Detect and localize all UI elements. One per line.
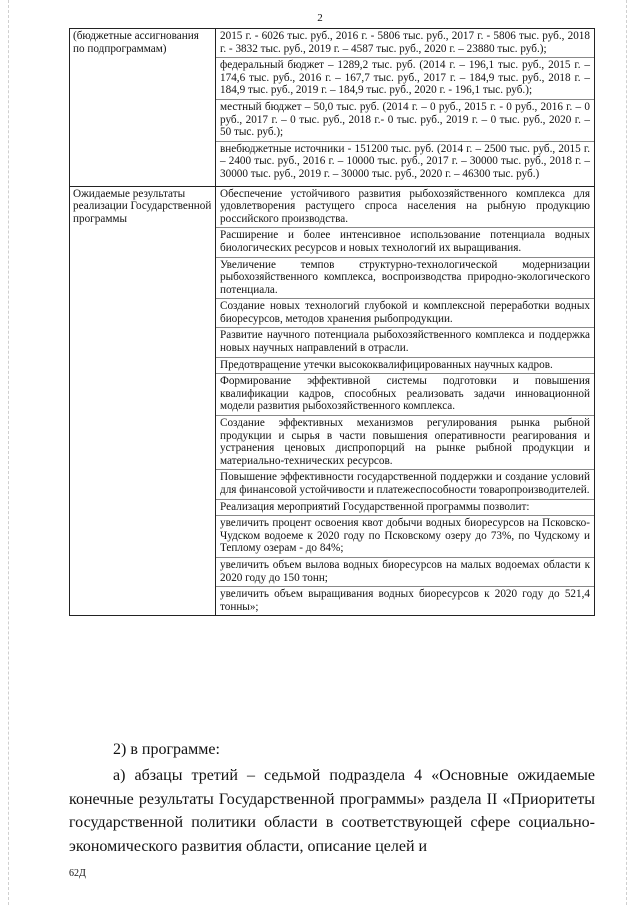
page-number: 2 bbox=[317, 12, 323, 24]
funding-local-budget: местный бюджет – 50,0 тыс. руб. (2014 г. – 0 руб., 2015 г. - 0 руб., 2016 г. – 0 руб., 2017 г. – 0 тыс. руб., 2018 г.- 0 тыс. руб., 2019 г. – 0 тыс. руб., 2020 г. – 50 тыс. руб.); bbox=[216, 100, 594, 142]
funding-values bbox=[216, 29, 595, 187]
result-item: Увеличение темпов структурно-технологической модернизации рыбохозяйственного комплекса, воспроизводства природно-экологического потенциала. bbox=[216, 258, 594, 300]
result-item: увеличить объем вылова водных биоресурсов на малых водоемах области к 2020 году до 150 тонн; bbox=[216, 558, 594, 587]
result-item: Развитие научного потенциала рыбохозяйственного комплекса и поддержка новых научных направлений в отрасли. bbox=[216, 328, 594, 357]
margin-line-left bbox=[8, 0, 9, 905]
funding-row bbox=[70, 29, 595, 187]
result-item: Создание новых технологий глубокой и комплексной переработки водных биоресурсов, методов хранения рыбопродукции. bbox=[216, 299, 594, 328]
result-item: Создание эффективных механизмов регулирования рынка рыбной продукции и сырья в части повышения оперативности реагирования и устранения ценовых диспропорций на рынке рыбной продукции и материально-технических ресурсов. bbox=[216, 416, 594, 470]
program-passport-table bbox=[69, 28, 595, 616]
funding-subprograms: 2015 г. - 6026 тыс. руб., 2016 г. - 5806 тыс. руб., 2017 г. - 5806 тыс. руб., 2018 г. - 3832 тыс. руб., 2019 г. – 4587 тыс. руб., 2020 г. – 23880 тыс. руб.); bbox=[216, 29, 594, 58]
result-item: Предотвращение утечки высококвалифицированных научных кадров. bbox=[216, 358, 594, 375]
result-item: Расширение и более интенсивное использование потенциала водных биологических ресурсов и новых технологий их выращивания. bbox=[216, 228, 594, 257]
result-item: Повышение эффективности государственной поддержки и создание условий для финансовой устойчивости и платежеспособности товаропроизводителей. bbox=[216, 470, 594, 499]
footer-code: 62Д bbox=[69, 868, 86, 879]
result-item: Реализация мероприятий Государственной программы позволит: bbox=[216, 500, 594, 517]
results-values bbox=[216, 186, 595, 616]
funding-federal-budget: федеральный бюджет – 1289,2 тыс. руб. (2014 г. – 196,1 тыс. руб., 2015 г. – 174,6 тыс. руб., 2016 г. – 167,7 тыс. руб., 2017 г. – 184,9 тыс. руб., 2018 г. – 184,9 тыс. руб., 2019 г. – 184,9 тыс. руб., 2020 г. - 196,1 тыс. руб.); bbox=[216, 58, 594, 100]
results-row bbox=[70, 186, 595, 616]
body-heading: 2) в программе: bbox=[113, 741, 220, 758]
funding-extrabudgetary: внебюджетные источники - 151200 тыс. руб. (2014 г. – 2500 тыс. руб., 2015 г. – 2400 тыс. руб., 2016 г. – 10000 тыс. руб., 2017 г. – 30000 тыс. руб., 2018 г. – 30000 тыс. руб., 2019 г. – 30000 тыс. руб., 2020 г. – 46300 тыс. руб.) bbox=[220, 142, 590, 180]
funding-label: (бюджетные ассигнования по подпрограммам) bbox=[70, 29, 216, 187]
result-item: Формирование эффективной системы подготовки и повышения квалификации кадров, способных реализовать задачи инновационной модели развития рыбохозяйственного комплекса. bbox=[216, 374, 594, 416]
margin-line-right bbox=[626, 0, 627, 905]
body-paragraph: а) абзацы третий – седьмой подраздела 4 «Основные ожидаемые конечные результаты Государственной программы» раздела II «Приоритеты государственной политики области в соответствующей сфере социально-экономического развития области, описание целей и bbox=[69, 767, 595, 855]
result-item: Обеспечение устойчивого развития рыбохозяйственного комплекса для удовлетворения растущего спроса населения на рыбную продукцию российского производства. bbox=[216, 187, 594, 229]
result-item: увеличить процент освоения квот добычи водных биоресурсов на Псковско-Чудском водоеме к 2020 году по Псковскому озеру до 73%, по Чудскому и Теплому озерам - до 84%; bbox=[216, 516, 594, 558]
results-label: Ожидаемые результаты реализации Государственной программы bbox=[70, 186, 216, 616]
result-item: увеличить объем выращивания водных биоресурсов к 2020 году до 521,4 тонны»; bbox=[220, 588, 590, 613]
